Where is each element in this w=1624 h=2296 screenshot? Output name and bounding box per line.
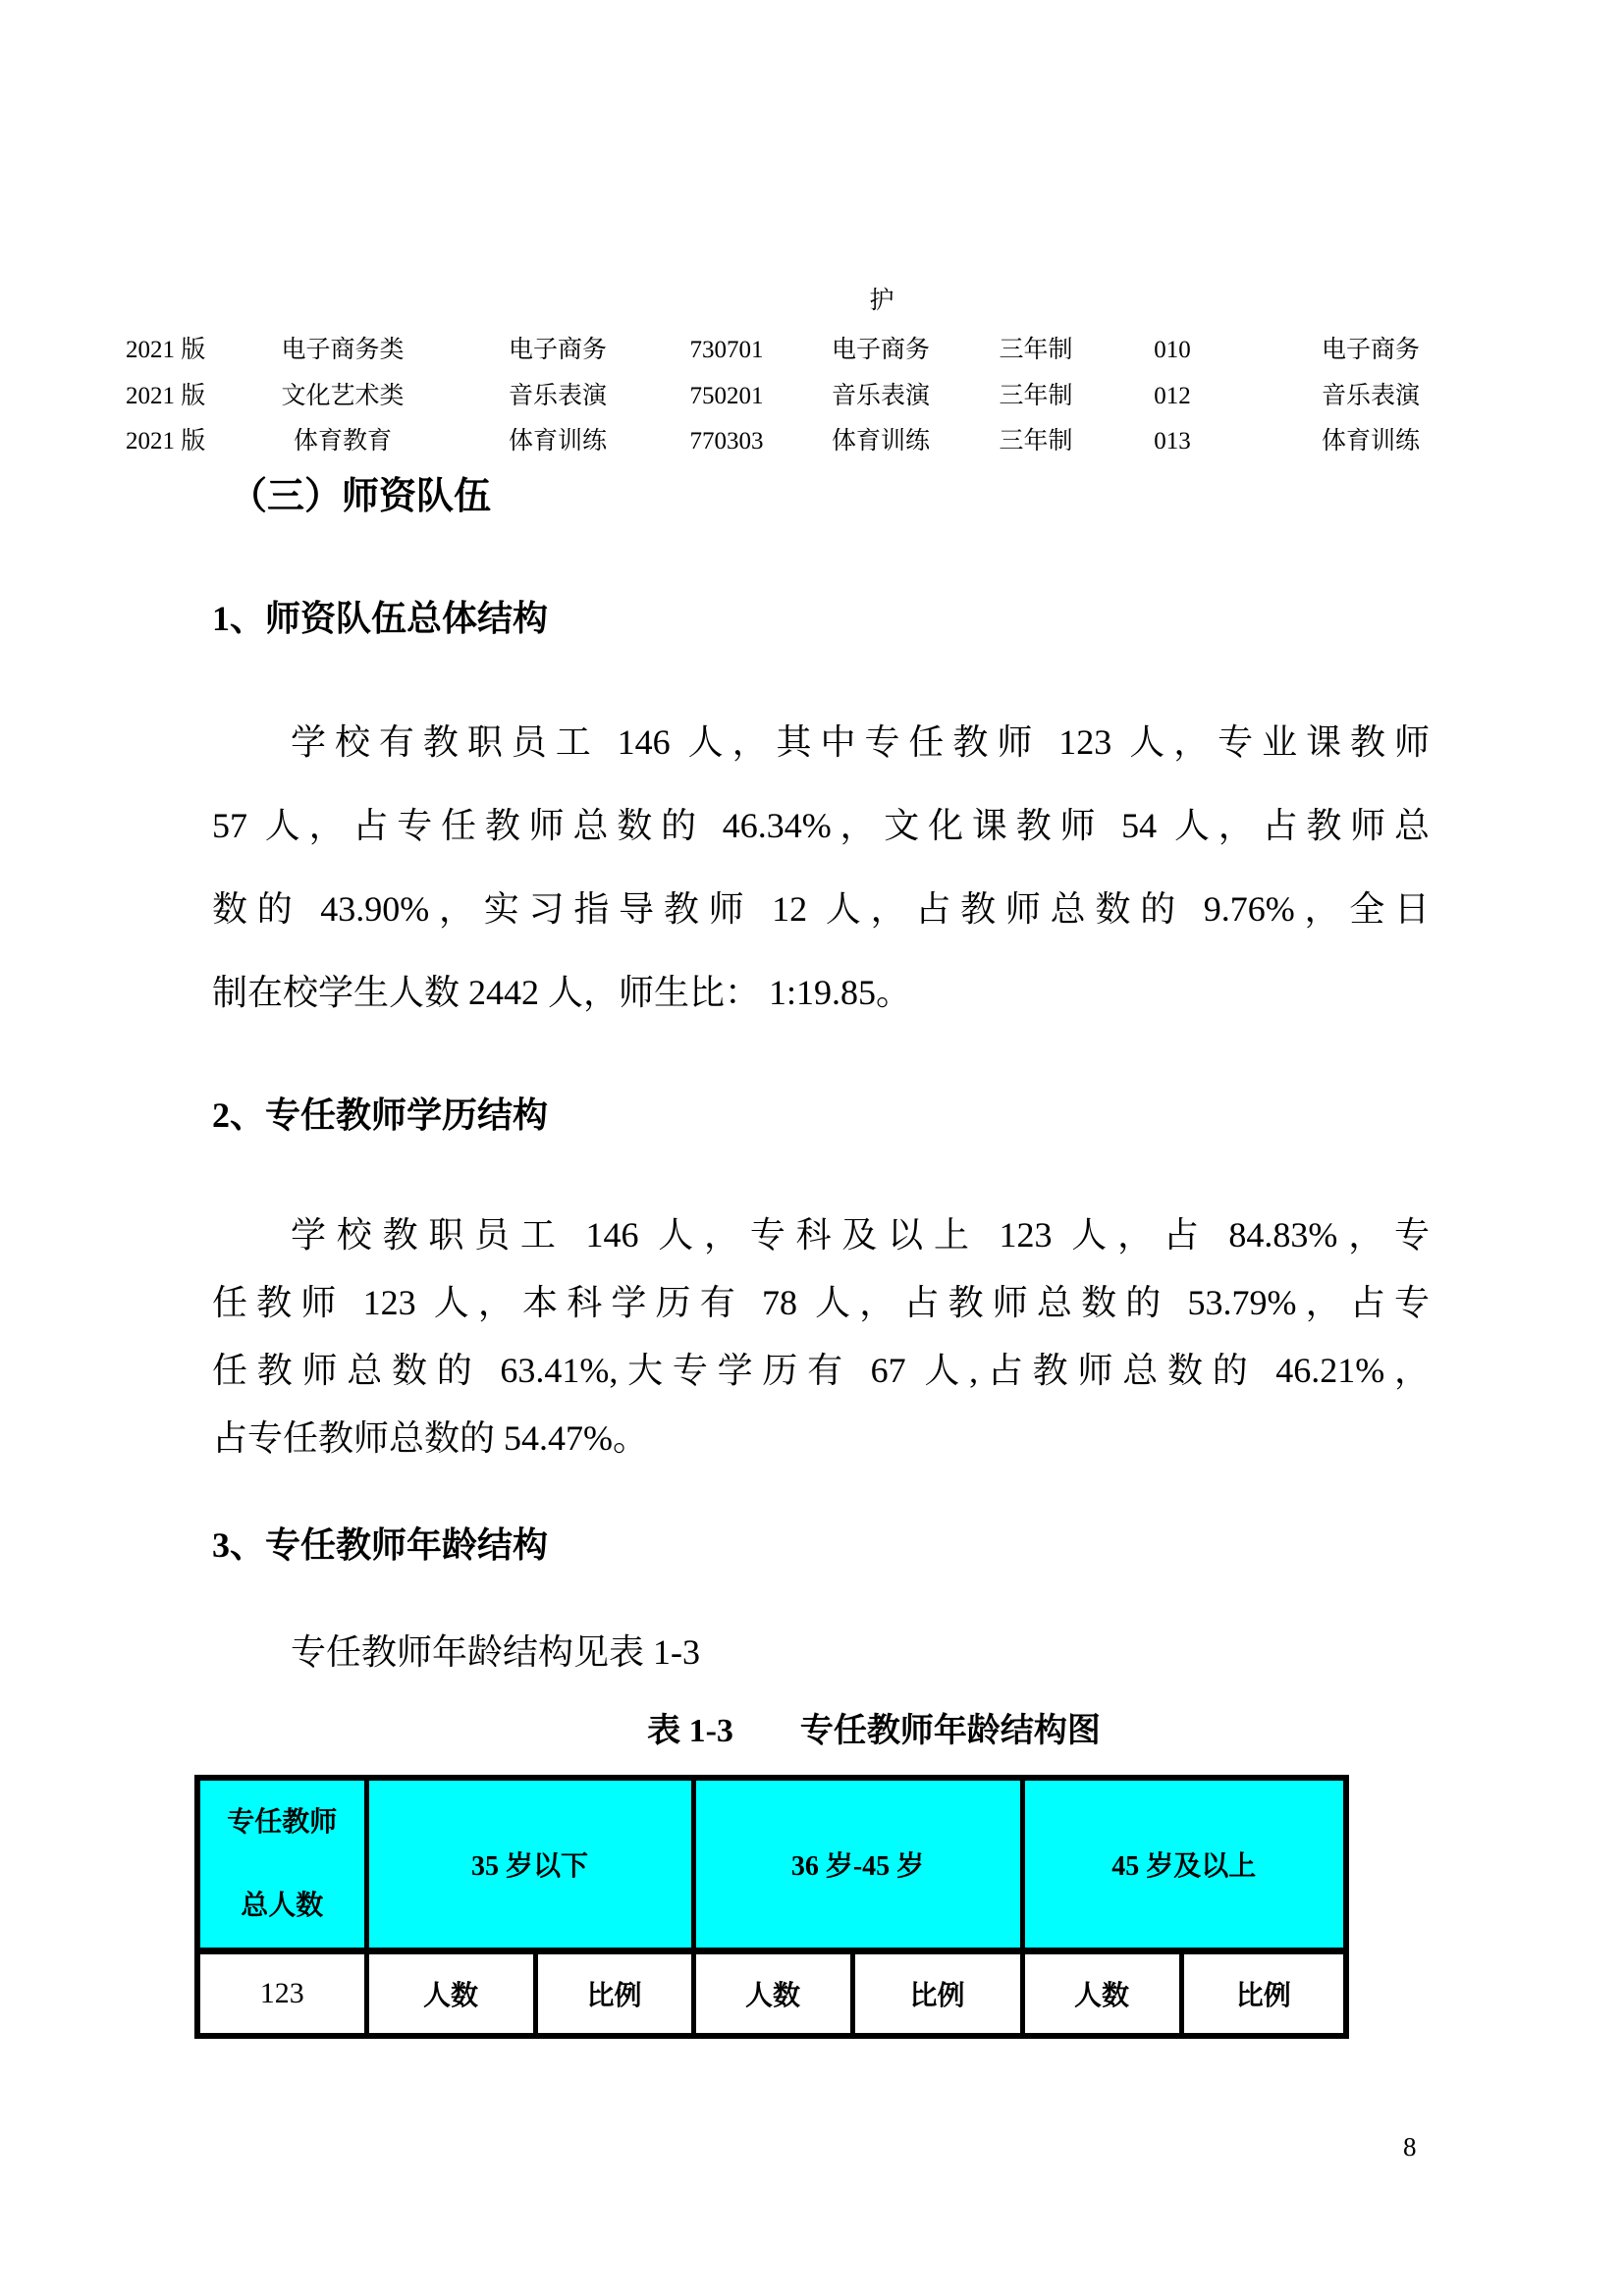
catalog-row — [0, 334, 1624, 367]
age-table-header-cell: 35 岁以下 — [366, 1778, 693, 1951]
age-table-header-row — [197, 1778, 1346, 1951]
catalog-cell: 音乐表演 — [831, 383, 931, 409]
table-reference-line: 专任教师年龄结构见表 1-3 — [291, 1632, 700, 1672]
age-structure-table — [194, 1775, 1349, 2039]
catalog-cell: 体育训练 — [831, 428, 931, 454]
age-table-header-cell: 45 岁及以上 — [1022, 1778, 1346, 1951]
catalog-cell: 010 — [1154, 337, 1191, 363]
paragraph-line: 数的 43.90%，实习指导教师 12 人，占教师总数的 9.76%，全日 — [212, 889, 1430, 929]
catalog-row — [0, 425, 1624, 458]
paragraph-line: 57 人，占专任教师总数的 46.34%，文化课教师 54 人，占教师总 — [212, 806, 1430, 845]
catalog-cell: 电子商务 — [1321, 337, 1421, 363]
catalog-cell: 750201 — [689, 383, 764, 409]
paragraph-line: 学校教职员工 146 人，专科及以上 123 人，占 84.83%，专 — [291, 1215, 1430, 1255]
age-table-label-cell: 比例 — [535, 1951, 693, 2037]
age-table-label-cell: 人数 — [366, 1951, 535, 2037]
catalog-row — [0, 380, 1624, 413]
catalog-cell: 体育训练 — [1321, 428, 1421, 454]
catalog-cell: 730701 — [689, 337, 764, 363]
catalog-cell: 012 — [1154, 383, 1191, 409]
catalog-cell: 770303 — [689, 428, 764, 454]
header-line: 专任教师 — [227, 1807, 338, 1838]
paragraph-line: 占专任教师总数的 54.47%。 — [212, 1418, 648, 1458]
catalog-cell: 三年制 — [999, 383, 1073, 409]
wrapped-cell-text: 护 — [869, 288, 894, 314]
paragraph-line: 制在校学生人数 2442 人，师生比： 1:19.85。 — [212, 973, 912, 1012]
catalog-cell: 2021 版 — [126, 428, 206, 454]
paragraph-1 — [212, 701, 1430, 1035]
catalog-cell: 三年制 — [999, 428, 1073, 454]
catalog-cell: 013 — [1154, 428, 1191, 454]
catalog-cell: 电子商务 — [831, 337, 931, 363]
age-table-label-cell: 比例 — [1181, 1951, 1346, 2037]
subsection-heading-3: 3、专任教师年龄结构 — [212, 1525, 549, 1565]
age-table-header-cell — [197, 1778, 366, 1951]
catalog-cell: 2021 版 — [126, 337, 206, 363]
catalog-cell: 2021 版 — [126, 383, 206, 409]
section-heading: （三）师资队伍 — [230, 476, 492, 517]
age-table-label-cell: 人数 — [693, 1951, 852, 2037]
page-number: 8 — [1403, 2132, 1417, 2162]
catalog-cell: 音乐表演 — [508, 383, 608, 409]
age-table-label-cell: 比例 — [852, 1951, 1022, 2037]
subsection-heading-1: 1、师资队伍总体结构 — [212, 599, 549, 638]
catalog-cell: 音乐表演 — [1321, 383, 1421, 409]
catalog-cell: 电子商务 — [508, 337, 608, 363]
catalog-cell: 体育教育 — [293, 428, 393, 454]
age-table-value-row — [197, 1951, 1346, 2037]
catalog-cell: 体育训练 — [508, 428, 608, 454]
paragraph-2 — [212, 1201, 1430, 1472]
age-table-label-cell: 人数 — [1022, 1951, 1181, 2037]
catalog-cell: 文化艺术类 — [281, 383, 405, 409]
paragraph-line: 任教师 123 人，本科学历有 78 人，占教师总数的 53.79%，占专 — [212, 1283, 1430, 1322]
catalog-cell: 三年制 — [999, 337, 1073, 363]
table-caption: 表 1-3 专任教师年龄结构图 — [647, 1713, 1101, 1749]
paragraph-line: 任教师总数的 63.41%,大专学历有 67 人,占教师总数的 46.21%， — [212, 1351, 1430, 1390]
age-table-header-cell: 36 岁-45 岁 — [693, 1778, 1022, 1951]
header-line: 总人数 — [241, 1891, 324, 1921]
catalog-cell: 电子商务类 — [281, 337, 405, 363]
subsection-heading-2: 2、专任教师学历结构 — [212, 1095, 549, 1135]
paragraph-line: 学校有教职员工 146 人，其中专任教师 123 人，专业课教师 — [291, 722, 1430, 762]
age-table-total-cell: 123 — [197, 1951, 366, 2037]
